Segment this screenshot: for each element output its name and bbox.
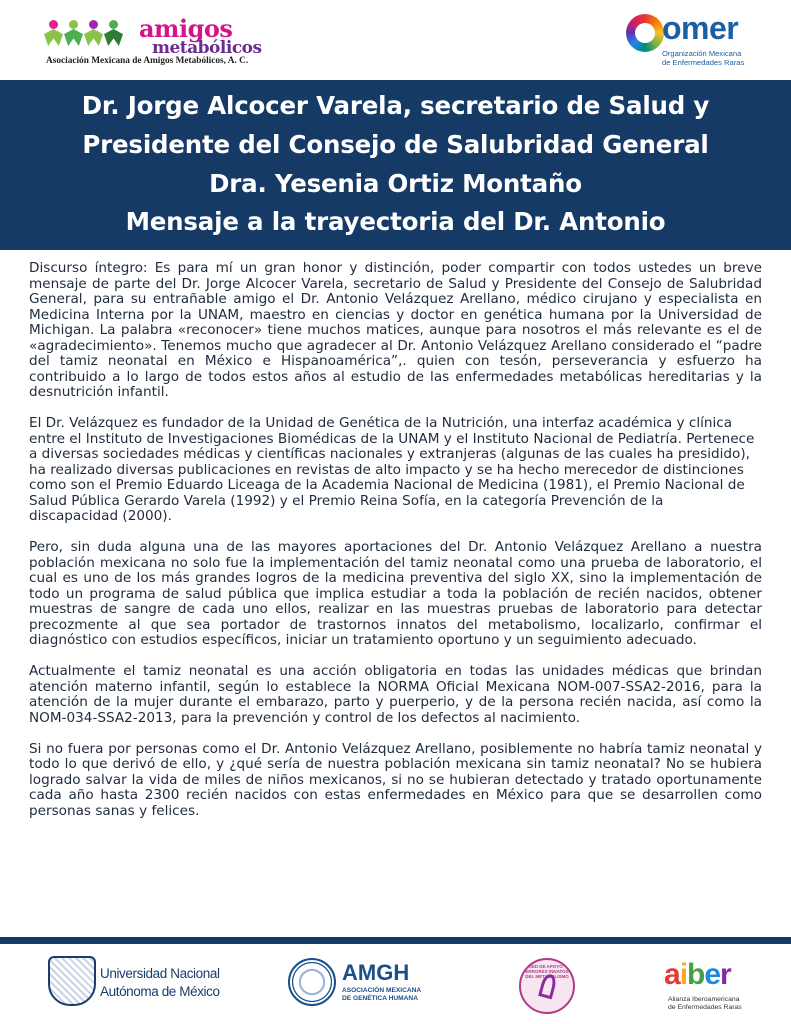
paragraph-2: El Dr. Velázquez es fundador de la Unidad de Genética de la Nutrición, una interfaz académica y clínica entre el Instituto de Investigaciones Biomédicas de la UNAM y el Instituto Nacional de Pediatría. Pertenece a diversas sociedades médicas y científicas nacionales y extranjeras (algunas de las cuales ha presidido), ha realizado diversas publicaciones en revistas de alto impacto y se ha hecho merecedor de distinciones como son el Premio Eduardo Liceaga de la Academia Nacional de Medicina (1981), el Premio Nacional de Salud Pública Gerardo Varela (1992) y el Premio Reina Sofía, en la categoría Prevención de la (29, 415, 755, 509)
amigos-brand-line2: metabólicos (152, 38, 262, 58)
paragraph-2-continued: discapacidad (2000). (29, 508, 172, 524)
aiber-letter: e (704, 958, 721, 991)
title-line-4: Mensaje a la trayectoria del Dr. Antonio (125, 207, 666, 236)
omer-line2: de Enfermedades Raras (662, 58, 745, 67)
red-apoyo-text: RED DE APOYO · ERRORES INNATOS DEL METABOLISMO (525, 964, 569, 979)
aiber-line2: de Enfermedades Raras (668, 1004, 742, 1011)
omer-ring-icon (626, 14, 664, 52)
footer-divider (0, 937, 791, 944)
omer-line1: Organización Mexicana (662, 49, 742, 58)
amgh-name: AMGH (342, 960, 410, 985)
red-apoyo-logo (519, 958, 575, 1014)
title-banner (0, 80, 791, 250)
aiber-wordmark (664, 958, 731, 992)
amgh-line2: DE GENÉTICA HUMANA (342, 995, 418, 1002)
unam-seal-icon (48, 956, 96, 1006)
title-line-3: Dra. Yesenia Ortiz Montaño (209, 169, 582, 198)
footer-logos (0, 950, 791, 1024)
unam-logo (48, 956, 220, 1012)
title-line-2: Presidente del Consejo de Salubridad General (82, 130, 709, 159)
amigos-brand-line1: amigos (139, 14, 233, 43)
omer-name: omer (662, 10, 739, 46)
aiber-letter: a (664, 958, 680, 991)
title-line-1: Dr. Jorge Alcocer Varela, secretario de Salud y (81, 91, 710, 120)
aiber-line1: Alianza Iberoamericana (668, 996, 740, 1003)
aiber-logo (664, 958, 774, 1018)
amgh-logo (288, 958, 448, 1014)
paragraph-4: Actualmente el tamiz neonatal es una acción obligatoria en todas las unidades médicas que brindan atención materno infantil, según lo establece la NORMA Oficial Mexicana NOM-007-SSA2-2016, para la atención de la mujer durante el embarazo, parto y puerperio, y de la persona recién nacida, así como la NOM-034-SSA2-2013, para la prevención y control de los defectos al nacimiento. (29, 663, 762, 726)
amgh-line1: ASOCIACIÓN MEXICANA (342, 987, 422, 994)
aiber-letter: r (720, 958, 731, 991)
amgh-seal-icon (288, 958, 336, 1006)
aiber-letter: b (687, 958, 705, 991)
unam-line2: Autónoma de México (100, 984, 220, 999)
unam-line1: Universidad Nacional (100, 966, 220, 981)
header (0, 0, 791, 80)
amigos-metabolicos-logo (44, 14, 274, 69)
paragraph-5: Si no fuera por personas como el Dr. Antonio Velázquez Arellano, posiblemente no habría tamiz neonatal y todo lo que derivó de ello, y ¿qué sería de nuestra población mexicana sin tamiz neonatal? No se hubiera logrado salvar la vida de miles de niños mexicanos, si no se hubieran detectado y tratado oportunamente cada año hasta 2300 recién nacidos con estas enfermedades en México para que se desarrollen como personas sanas y felices. (29, 740, 762, 819)
people-figures-icon (44, 20, 123, 46)
amigos-subtitle: Asociación Mexicana de Amigos Metabólicos, A. C. (46, 56, 249, 66)
speech-body (29, 261, 762, 835)
omer-logo (622, 12, 772, 72)
aiber-letter: i (679, 958, 688, 991)
paragraph-3: Pero, sin duda alguna una de las mayores aportaciones del Dr. Antonio Velázquez Arellano a nuestra población mexicana no solo fue la implementación del tamiz neonatal como una prueba de laboratorio, el cual es uno de los más grandes logros de la medicina preventiva del siglo XX, sino la implementación de todo un programa de salud pública que implica estudiar a toda la población de recién nacidos, obtener muestras de sangre de cada uno ellos, realizar en las muestras pruebas de laboratorio para detectar precozmente al que sea portador de trastornos innatos del metabolismo, localizarlo, confirmar el diagnóstico con estudios específicos, iniciar un tratamiento oportuno y un seguimiento adecuado. (29, 539, 762, 648)
paragraph-1: Discurso íntegro: Es para mí un gran honor y distinción, poder compartir con todos ustedes un breve mensaje de parte del Dr. Jorge Alcocer Varela, secretario de Salud y Presidente del Consejo de Salubridad General, para su entrañable amigo el Dr. Antonio Velázquez Arellano, médico cirujano y especialista en Medicina Interna por la UNAM, maestro en ciencias y doctor en genética humana por la Universidad de Michigan. La palabra «reconocer» tiene muchos matices, aunque para nosotros el más relevante es el de «agradecimiento». Tenemos mucho que agradecer al Dr. Antonio Velázquez Arellano considerado el “padre del tamiz neonatal en México e Hispanoamérica”,. quien con tesón, perseverancia y esfuerzo ha contribuido a lo largo de todos estos años al estudio de las enfermedades metabólicas hereditarias y la desnutrición infantil. (29, 260, 762, 400)
